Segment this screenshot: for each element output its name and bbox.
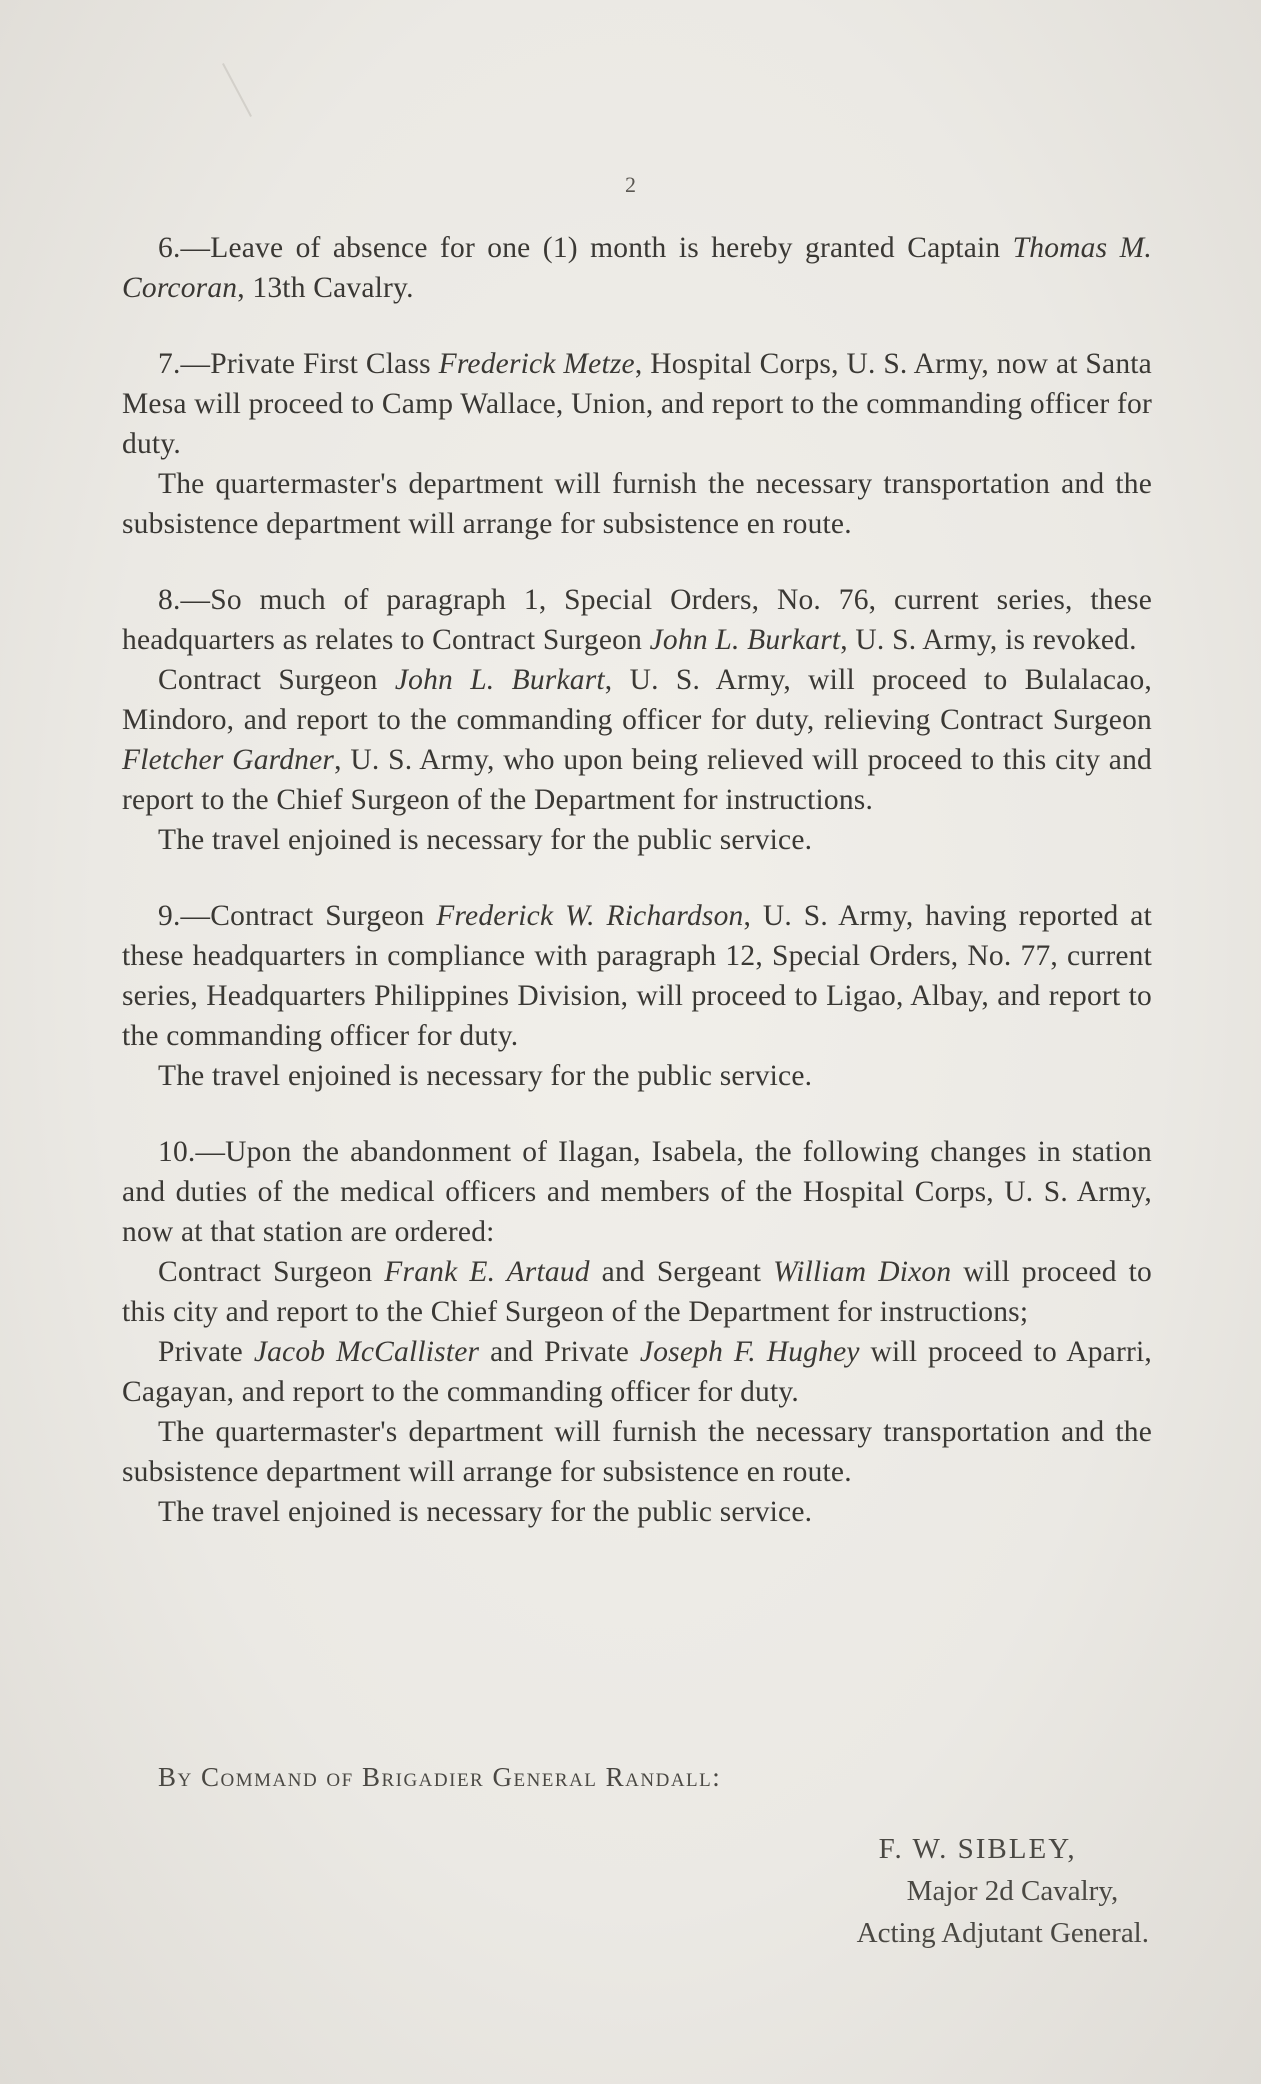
paragraph-p7a xyxy=(122,344,1152,464)
paragraph-p9a xyxy=(122,896,1152,1056)
paragraph-text: Private xyxy=(158,1336,254,1368)
orders-body xyxy=(122,228,1152,1532)
paragraph-text: , U. S. Army, will proceed to Bulalacao, Mindoro, and report to the commanding officer for duty, relieving Contract Surgeon xyxy=(122,664,1152,736)
paragraph-p10e xyxy=(122,1492,1152,1532)
paragraph-text: 9.—Contract Surgeon xyxy=(158,900,437,932)
signatory-title: Acting Adjutant General. xyxy=(856,1917,1149,1949)
signatory-name: F. W. SIBLEY, xyxy=(878,1833,1077,1865)
person-name: Joseph F. Hughey xyxy=(639,1336,860,1368)
paragraph-p10d xyxy=(122,1412,1152,1492)
paragraph-text: will proceed to this city and report to the Chief Surgeon of the Department for instructions; xyxy=(122,1256,1152,1328)
paragraph-text: , U. S. Army, having reported at these headquarters in compliance with paragraph 12, Special Orders, No. 77, current series, Headquarters Philippines Division, will proceed to Ligao, Albay, and report to the commanding officer for duty. xyxy=(122,900,1152,1052)
paragraph-p9b xyxy=(122,1056,1152,1096)
paragraph-p8a xyxy=(122,580,1152,660)
command-line: By Command of Brigadier General Randall: xyxy=(158,1762,722,1792)
paragraph-text: , 13th Cavalry. xyxy=(237,272,414,304)
paragraph-text: 10.—Upon the abandonment of Ilagan, Isabela, the following changes in station and duties of the medical officers and members of the Hospital Corps, U. S. Army, now at that station are ordered: xyxy=(122,1136,1152,1248)
paragraph-text: The quartermaster's department will furnish the necessary transportation and the subsistence department will arrange for subsistence en route. xyxy=(122,468,1152,540)
person-name: John L. Burkart xyxy=(394,664,605,696)
person-name: Fletcher Gardner xyxy=(122,744,335,776)
paragraph-text: Contract Surgeon xyxy=(158,1256,385,1288)
paragraph-text: will proceed to Aparri, Cagayan, and report to the commanding officer for duty. xyxy=(122,1336,1152,1408)
person-name: Jacob McCallister xyxy=(253,1336,480,1368)
person-name: Thomas M. Corcoran xyxy=(122,232,1152,304)
paragraph-p6a xyxy=(122,228,1152,308)
person-name: Frank E. Artaud xyxy=(384,1256,590,1288)
paragraph-text: The travel enjoined is necessary for the public service. xyxy=(158,824,813,856)
paragraph-p7b xyxy=(122,464,1152,544)
person-name: Frederick W. Richardson xyxy=(436,900,744,932)
person-name: Frederick Metze xyxy=(438,348,635,380)
paragraph-text: 6.—Leave of absence for one (1) month is hereby granted Captain xyxy=(158,232,1013,264)
paragraph-text: , U. S. Army, who upon being relieved will proceed to this city and report to the Chief Surgeon of the Department for instructions. xyxy=(122,744,1153,816)
paragraph-p10a xyxy=(122,1132,1152,1252)
paragraph-p10b xyxy=(122,1252,1152,1332)
paragraph-text: The quartermaster's department will furnish the necessary transportation and the subsistence department will arrange for subsistence en route. xyxy=(122,1416,1152,1488)
paragraph-text: , Hospital Corps, U. S. Army, now at Santa Mesa will proceed to Camp Wallace, Union, and report to the commanding officer for duty. xyxy=(122,348,1152,460)
paragraph-p8b xyxy=(122,660,1152,820)
page-number: 2 xyxy=(625,172,636,197)
signatory-rank: Major 2d Cavalry, xyxy=(906,1875,1119,1907)
paragraph-text: , U. S. Army, is revoked. xyxy=(840,624,1137,656)
paragraph-p8c xyxy=(122,820,1152,860)
paragraph-p10c xyxy=(122,1332,1152,1412)
person-name: William Dixon xyxy=(773,1256,952,1288)
paragraph-text: The travel enjoined is necessary for the public service. xyxy=(158,1496,813,1528)
paragraph-text: The travel enjoined is necessary for the public service. xyxy=(158,1060,813,1092)
paragraph-text: 8.—So much of paragraph 1, Special Orders, No. 76, current series, these headquarters as relates to Contract Surgeon xyxy=(122,584,1152,656)
paragraph-text: Contract Surgeon xyxy=(158,664,395,696)
paragraph-text: and Sergeant xyxy=(589,1256,774,1288)
person-name: John L. Burkart xyxy=(649,624,841,656)
paragraph-text: 7.—Private First Class xyxy=(158,348,439,380)
paragraph-text: and Private xyxy=(479,1336,640,1368)
signature-block xyxy=(857,1828,1149,1954)
paper-crease xyxy=(222,63,252,117)
